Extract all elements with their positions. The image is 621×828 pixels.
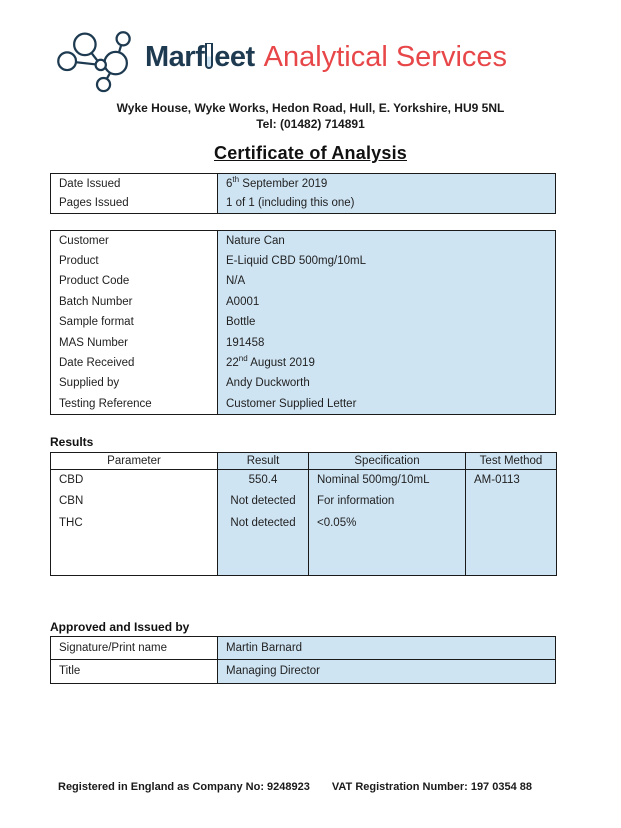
page-footer — [0, 781, 621, 793]
brand-tagline: Analytical Services — [263, 40, 508, 73]
supplied-by-label: Supplied by — [51, 373, 218, 393]
column-header-test-method: Test Method — [466, 452, 557, 469]
table-row — [51, 312, 556, 332]
date-received-value — [218, 353, 556, 373]
customer-value: Nature Can — [218, 231, 556, 251]
column-header-parameter: Parameter — [51, 452, 218, 469]
molecule-icon — [55, 17, 139, 97]
date-issued-day: 6 — [226, 177, 233, 190]
table-row — [51, 332, 556, 352]
table-row — [51, 271, 556, 291]
approved-table — [50, 636, 556, 684]
batch-number-label: Batch Number — [51, 292, 218, 312]
empty-row — [51, 535, 557, 575]
approved-heading: Approved and Issued by — [50, 619, 190, 634]
result-parameter: CBD — [51, 469, 218, 491]
company-address: Wyke House, Wyke Works, Hedon Road, Hull, E. Yorkshire, HU9 5NL — [116, 101, 505, 115]
result-parameter: CBN — [51, 491, 218, 513]
mas-number-value: 191458 — [218, 332, 556, 352]
test-tube-icon — [205, 43, 213, 69]
company-registration: Registered in England as Company No: 9248923 — [58, 781, 310, 793]
column-header-result: Result — [218, 452, 309, 469]
testing-reference-label: Testing Reference — [51, 394, 218, 414]
issue-table — [50, 173, 556, 214]
date-received-ordinal: nd — [238, 354, 248, 364]
date-issued-label: Date Issued — [51, 174, 218, 194]
table-row — [51, 636, 556, 660]
result-specification: For information — [309, 491, 466, 513]
result-value: Not detected — [218, 491, 309, 513]
results-table — [50, 452, 557, 576]
title-value: Managing Director — [218, 660, 556, 684]
brand-wordmark — [145, 41, 507, 74]
title-label: Title — [51, 660, 218, 684]
results-heading: Results — [50, 434, 94, 449]
date-received-label: Date Received — [51, 353, 218, 373]
table-row — [51, 292, 556, 312]
product-value: E-Liquid CBD 500mg/10mL — [218, 251, 556, 271]
column-header-specification: Specification — [309, 452, 466, 469]
table-row — [51, 353, 556, 373]
result-test-method — [466, 513, 557, 535]
date-issued-monthyear: September 2019 — [239, 177, 328, 190]
results-header-row — [51, 452, 557, 469]
sample-info-table — [50, 230, 556, 415]
sample-format-label: Sample format — [51, 312, 218, 332]
table-row — [51, 491, 557, 513]
result-value: 550.4 — [218, 469, 309, 491]
table-row — [51, 231, 556, 251]
result-specification: <0.05% — [309, 513, 466, 535]
company-phone: Tel: (01482) 714891 — [256, 117, 365, 131]
vat-registration: VAT Registration Number: 197 0354 88 — [331, 781, 532, 793]
product-label: Product — [51, 251, 218, 271]
table-row — [51, 394, 556, 414]
date-issued-value — [218, 174, 556, 194]
mas-number-label: MAS Number — [51, 332, 218, 352]
signature-value: Martin Barnard — [218, 636, 556, 660]
result-parameter: THC — [51, 513, 218, 535]
result-test-method — [466, 491, 557, 513]
table-row — [51, 660, 556, 684]
sample-format-value: Bottle — [218, 312, 556, 332]
pages-issued-value: 1 of 1 (including this one) — [218, 194, 556, 214]
table-row — [51, 174, 556, 194]
testing-reference-value: Customer Supplied Letter — [218, 394, 556, 414]
date-issued-ordinal: th — [232, 174, 240, 184]
signature-label: Signature/Print name — [51, 636, 218, 660]
product-code-label: Product Code — [51, 271, 218, 291]
result-value: Not detected — [218, 513, 309, 535]
table-row — [51, 513, 557, 535]
brand-header — [55, 14, 621, 100]
result-test-method: AM-0113 — [466, 469, 557, 491]
supplied-by-value: Andy Duckworth — [218, 373, 556, 393]
brand-name-part2: eet — [214, 40, 255, 73]
table-row — [51, 373, 556, 393]
customer-label: Customer — [51, 231, 218, 251]
pages-issued-label: Pages Issued — [51, 194, 218, 214]
table-row — [51, 251, 556, 271]
batch-number-value: A0001 — [218, 292, 556, 312]
result-specification: Nominal 500mg/10mL — [309, 469, 466, 491]
page-title: Certificate of Analysis — [214, 143, 407, 163]
date-received-day: 22 — [226, 357, 239, 370]
table-row — [51, 469, 557, 491]
table-row — [51, 194, 556, 214]
date-received-monthyear: August 2019 — [247, 357, 315, 370]
brand-name-part1: Marf — [145, 40, 205, 73]
product-code-value: N/A — [218, 271, 556, 291]
